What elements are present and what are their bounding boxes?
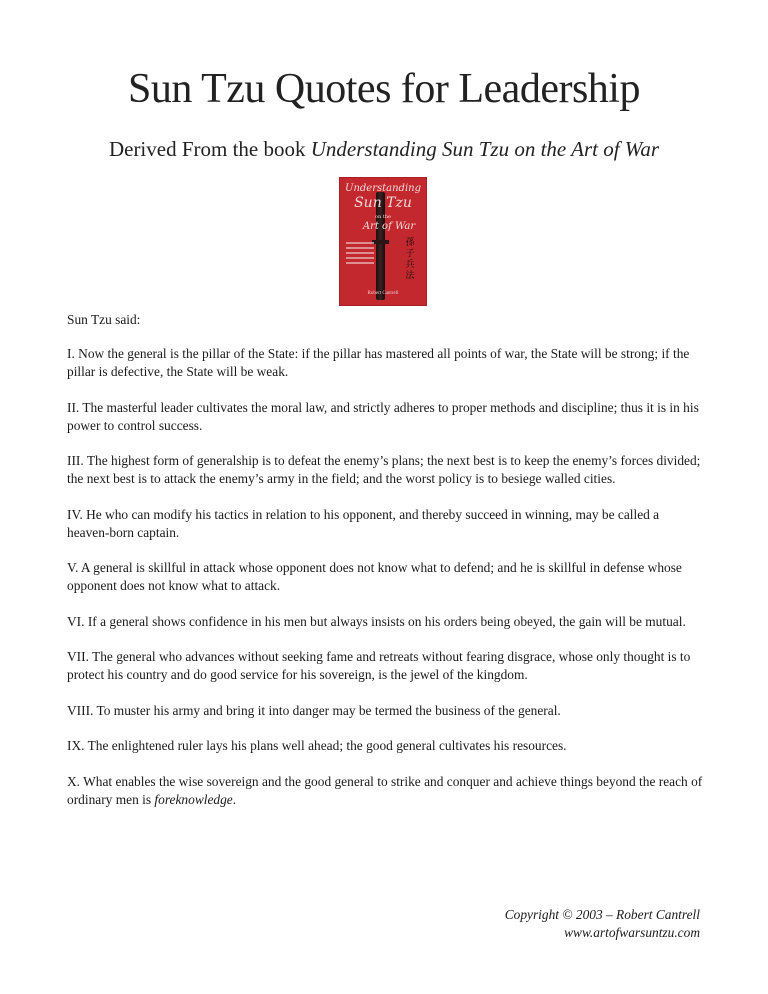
quote-paragraph: VII. The general who advances without seeking fame and retreats without fearing disgrace, whose only thought is to protect his country and do good service for his sovereign, is the jewel of the kingdom. (67, 649, 691, 682)
cover-text-line1: Understanding (345, 183, 421, 194)
quote-paragraph: VIII. To muster his army and bring it into danger may be termed the business of the general. (67, 702, 561, 718)
quote-paragraph-last (67, 773, 703, 809)
cover-text-line3: on the (374, 214, 391, 220)
page-title: Sun Tzu Quotes for Leadership (128, 66, 640, 112)
quote-paragraph: V. A general is skillful in attack whose opponent does not know what to defend; and he is skillful in defense whose opponent does not know what to attack. (67, 560, 682, 593)
subtitle-prefix: Derived From the book (108, 137, 311, 161)
quote-paragraph: III. The highest form of generalship is to defeat the enemy’s plans; the next best is to keep the enemy’s forces divided; the next best is to attack the enemy’s army in the field; and the worst policy is to besiege walled cities. (67, 453, 701, 486)
cover-author: Robert Cantrell (367, 291, 399, 296)
quote-paragraph: II. The masterful leader cultivates the moral law, and strictly adheres to proper methods and discipline; thus it is in his power to control success. (67, 399, 699, 433)
footer-copyright (300, 906, 700, 942)
website-link[interactable]: www.artofwarsuntzu.com (564, 925, 700, 940)
quote-paragraph: VI. If a general shows confidence in his men but always insists on his orders being obeyed, the gain will be mutual. (67, 613, 686, 629)
quote-paragraph: IV. He who can modify his tactics in relation to his opponent, and thereby succeed in winning, may be called a heaven-born captain. (67, 506, 660, 540)
cover-fineprint (346, 242, 374, 267)
quote-paragraph: I. Now the general is the pillar of the State: if the pillar has mastered all points of war, the State will be strong; if the pillar is defective, the State will be weak. (67, 346, 690, 379)
book-cover-image (340, 178, 426, 305)
quote-text: X. What enables the wise sovereign and the good general to strike and conquer and achieve things beyond the reach of ordinary men is (67, 773, 703, 807)
cover-text-line2: Sun Tzu (354, 195, 412, 211)
intro-text: Sun Tzu said: (67, 312, 141, 327)
sword-hilt (372, 240, 389, 244)
quote-emphasis: foreknowledge (154, 791, 233, 807)
page-subtitle (0, 135, 768, 163)
quotes-body (67, 311, 703, 826)
copyright-text: Copyright © 2003 – Robert Cantrell (504, 907, 700, 922)
cover-text-line4: Art of War (362, 221, 416, 232)
quote-end: . (232, 791, 237, 807)
cover-chinese-characters: 孫子兵法 (405, 238, 415, 281)
quote-paragraph: IX. The enlightened ruler lays his plans well ahead; the good general cultivates his resources. (67, 738, 567, 753)
book-title: Understanding Sun Tzu on the Art of War (310, 137, 660, 161)
